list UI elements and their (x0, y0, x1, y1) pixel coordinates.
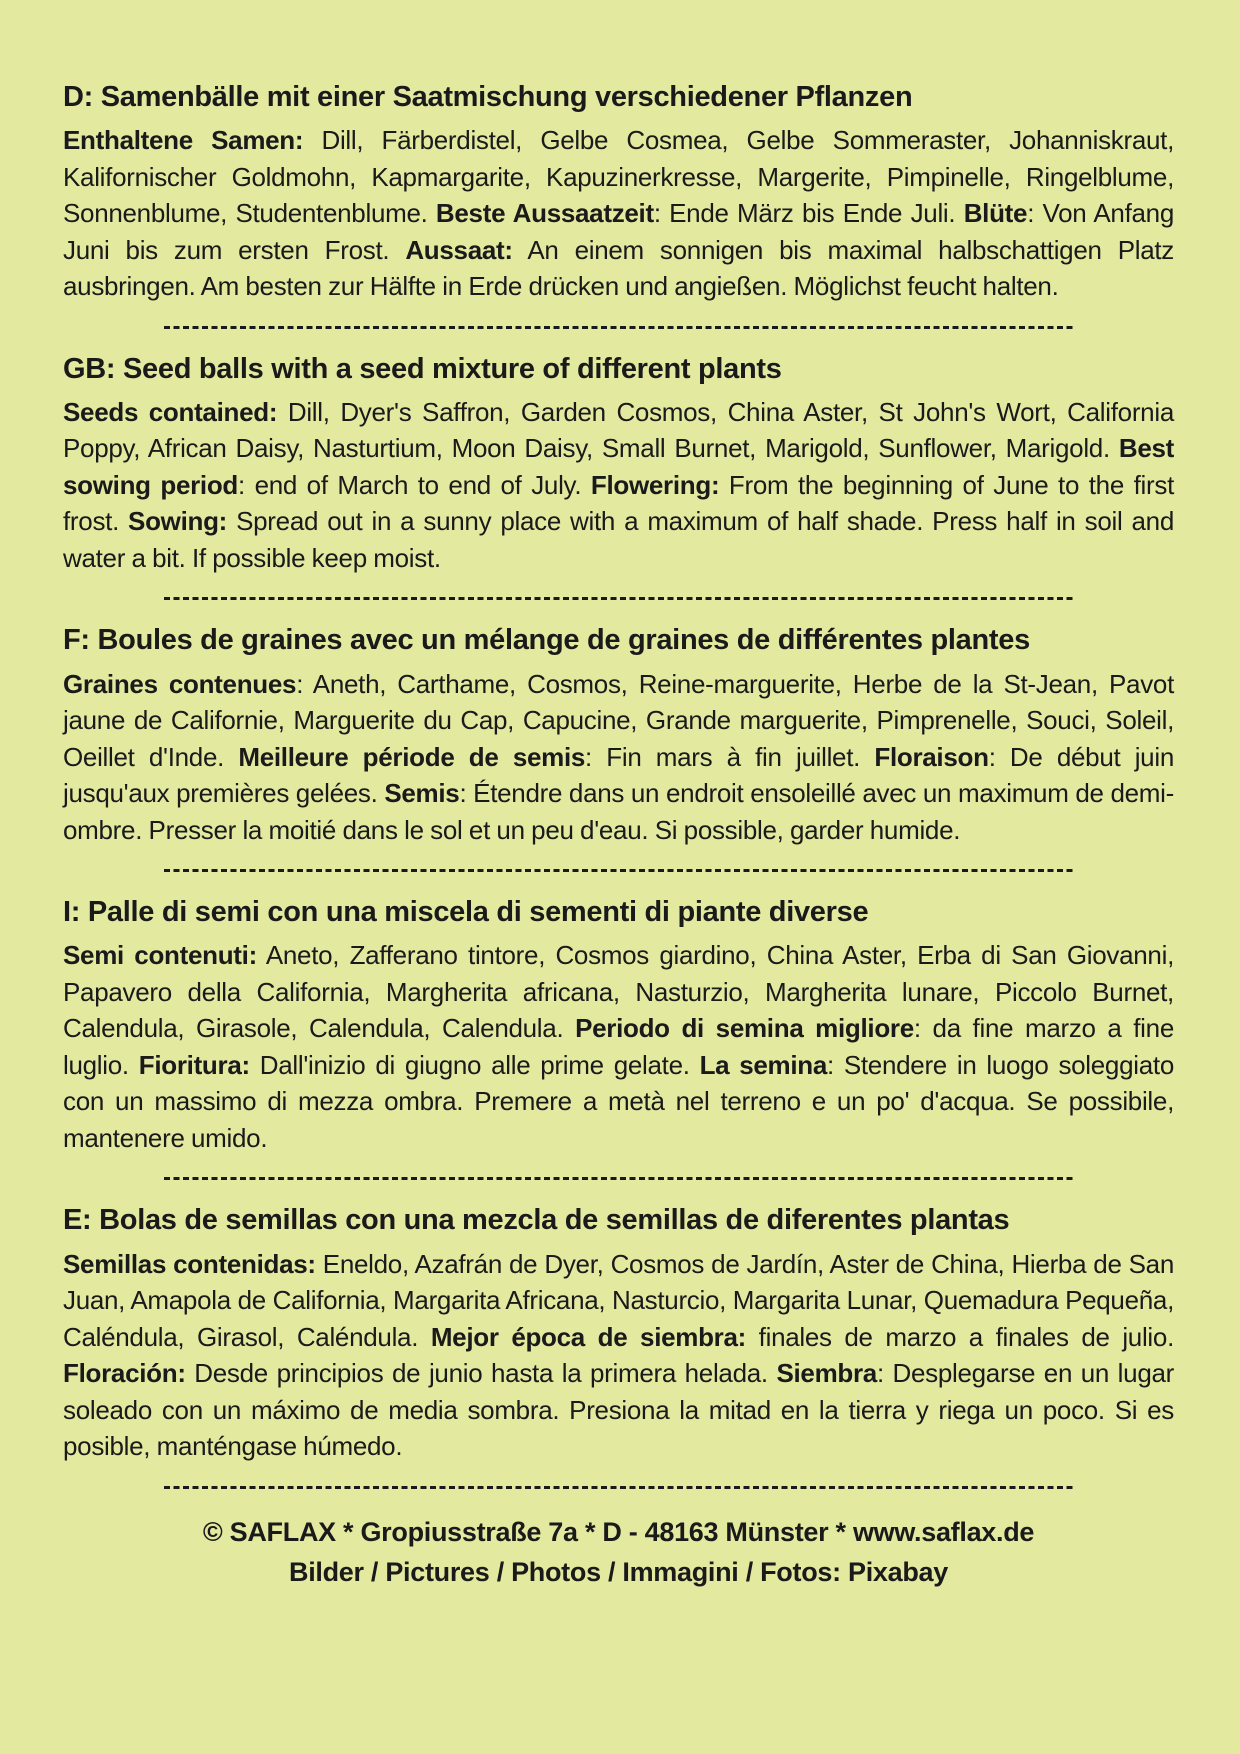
body-text: finales de marzo a finales de julio. (746, 1321, 1174, 1352)
body-label-bold: Best sowing period (63, 433, 1174, 500)
dashed-separator (164, 326, 1074, 329)
body-label-bold: Beste Aussaatzeit (435, 198, 654, 229)
section-heading-german: D: Samenbälle mit einer Saatmischung verschiedener Pflanzen (63, 81, 913, 113)
body-text: From the beginning of June to the first frost. (63, 469, 1175, 537)
body-label-bold: Sowing: (128, 506, 228, 537)
body-text: : da fine marzo a fine luglio. (63, 1013, 1174, 1080)
dashed-separator (164, 1177, 1074, 1180)
footer (63, 1512, 1174, 1592)
body-label-bold: Blüte (963, 198, 1028, 229)
body-text: : Ende März bis Ende Juli. (653, 198, 964, 229)
section-body-french (63, 666, 1174, 849)
body-text: : Étendre dans un endroit ensoleillé avec un maximum de demi-ombre. Presser la moitié dans le sol et un peu d'eau. Si possible, garder humide. (63, 778, 1174, 845)
section-heading-english: GB: Seed balls with a seed mixture of different plants (63, 352, 782, 385)
body-label-bold: Mejor época de siembra: (430, 1321, 747, 1352)
section-german (63, 80, 1174, 305)
section-body-english (63, 394, 1174, 577)
body-label-bold: Siembra (776, 1358, 877, 1389)
footer-credits: Bilder / Pictures / Photos / Immagini / Fotos: Pixabay (289, 1556, 948, 1587)
body-text: : Aneth, Carthame, Cosmos, Reine-marguerite, Herbe de la St-Jean, Pavot jaune de Californie, Marguerite du Cap, Capucine, Grande marguerite, Pimprenelle, Souci, Soleil, Oeillet d'Inde. (63, 668, 1174, 772)
body-text: Dall'inizio di giugno alle prime gelate. (249, 1049, 700, 1080)
body-text: : Desplegarse en un lugar soleado con un máximo de media sombra. Presiona la mitad en la tierra y riega un poco. Si es posible, manténgase húmedo. (63, 1358, 1174, 1462)
body-label-bold: Semis (384, 778, 460, 809)
body-text: An einem sonnigen bis maximal halbschattigen Platz ausbringen. Am besten zur Hälfte in Erde drücken und angießen. Möglichst feucht halten. (63, 234, 1174, 302)
section-heading-french: F: Boules de graines avec un mélange de graines de différentes plantes (63, 624, 1030, 657)
body-text: : Fin mars à fin juillet. (585, 741, 875, 772)
body-label-bold: Periodo di semina migliore (575, 1013, 914, 1044)
body-text: : De début juin jusqu'aux premières gelées. (63, 741, 1174, 809)
section-french (63, 623, 1174, 848)
section-body-german (63, 122, 1174, 305)
body-label-bold: Semillas contenidas: (63, 1248, 316, 1279)
section-spanish (63, 1203, 1174, 1464)
body-text: : end of March to end of July. (238, 469, 591, 500)
section-body-italian (63, 937, 1174, 1156)
body-text: Spread out in a sunny place with a maximum of half shade. Press half in soil and water a bit. If possible keep moist. (63, 506, 1174, 573)
body-text: : Stendere in luogo soleggiato con un massimo di mezza ombra. Premere a metà nel terreno e un po' d'acqua. Se possibile, mantenere umido. (63, 1049, 1174, 1153)
body-text: Desde principios de junio hasta la primera helada. (185, 1358, 777, 1389)
body-label-bold: Aussaat: (405, 234, 513, 265)
section-heading-spanish: E: Bolas de semillas con una mezcla de semillas de diferentes plantas (63, 1204, 1010, 1237)
body-text: Dill, Dyer's Saffron, Garden Cosmos, China Aster, St John's Wort, California Poppy, African Daisy, Nasturtium, Moon Daisy, Small Burnet, Marigold, Sunflower, Marigold. (63, 396, 1174, 464)
footer-address: © SAFLAX * Gropiusstraße 7a * D - 48163 Münster * www.saflax.de (202, 1516, 1035, 1547)
body-label-bold: Fioritura: (138, 1049, 250, 1080)
body-label-bold: Seeds contained: (63, 396, 278, 427)
dashed-separator (164, 869, 1074, 872)
body-text: Dill, Färberdistel, Gelbe Cosmea, Gelbe Sommeraster, Johanniskraut, Kalifornischer Goldmohn, Kapmargarite, Kapuzinerkresse, Margerite, Pimpinelle, Ringelblume, Sonnenblume, Studentenblume. (63, 125, 1174, 229)
dashed-separator (164, 597, 1074, 600)
body-label-bold: La semina (699, 1049, 828, 1080)
body-label-bold: Flowering: (590, 469, 720, 500)
section-body-spanish (63, 1246, 1174, 1465)
section-italian (63, 895, 1174, 1156)
body-label-bold: Meilleure période de semis (238, 741, 586, 772)
body-label-bold: Floraison (874, 741, 989, 772)
body-label-bold: Enthaltene Samen: (63, 125, 304, 156)
section-heading-italian: I: Palle di semi con una miscela di sementi di piante diverse (63, 896, 869, 929)
body-text: Aneto, Zafferano tintore, Cosmos giardino, China Aster, Erba di San Giovanni, Papavero della California, Margherita africana, Nasturzio, Margherita lunare, Piccolo Burnet, Calendula, Girasole, Calendula, Calendula. (63, 940, 1174, 1044)
body-label-bold: Graines contenues (63, 668, 297, 699)
section-english (63, 352, 1174, 577)
dashed-separator (164, 1486, 1074, 1489)
body-label-bold: Semi contenuti: (63, 940, 257, 971)
body-label-bold: Floración: (63, 1358, 186, 1389)
body-text: : Von Anfang Juni bis zum ersten Frost. (63, 198, 1174, 265)
body-text: Eneldo, Azafrán de Dyer, Cosmos de Jardín, Aster de China, Hierba de San Juan, Amapola de California, Margarita Africana, Nasturcio, Margarita Lunar, Quemadura Pequeña, Caléndula, Girasol, Caléndula. (63, 1248, 1174, 1352)
